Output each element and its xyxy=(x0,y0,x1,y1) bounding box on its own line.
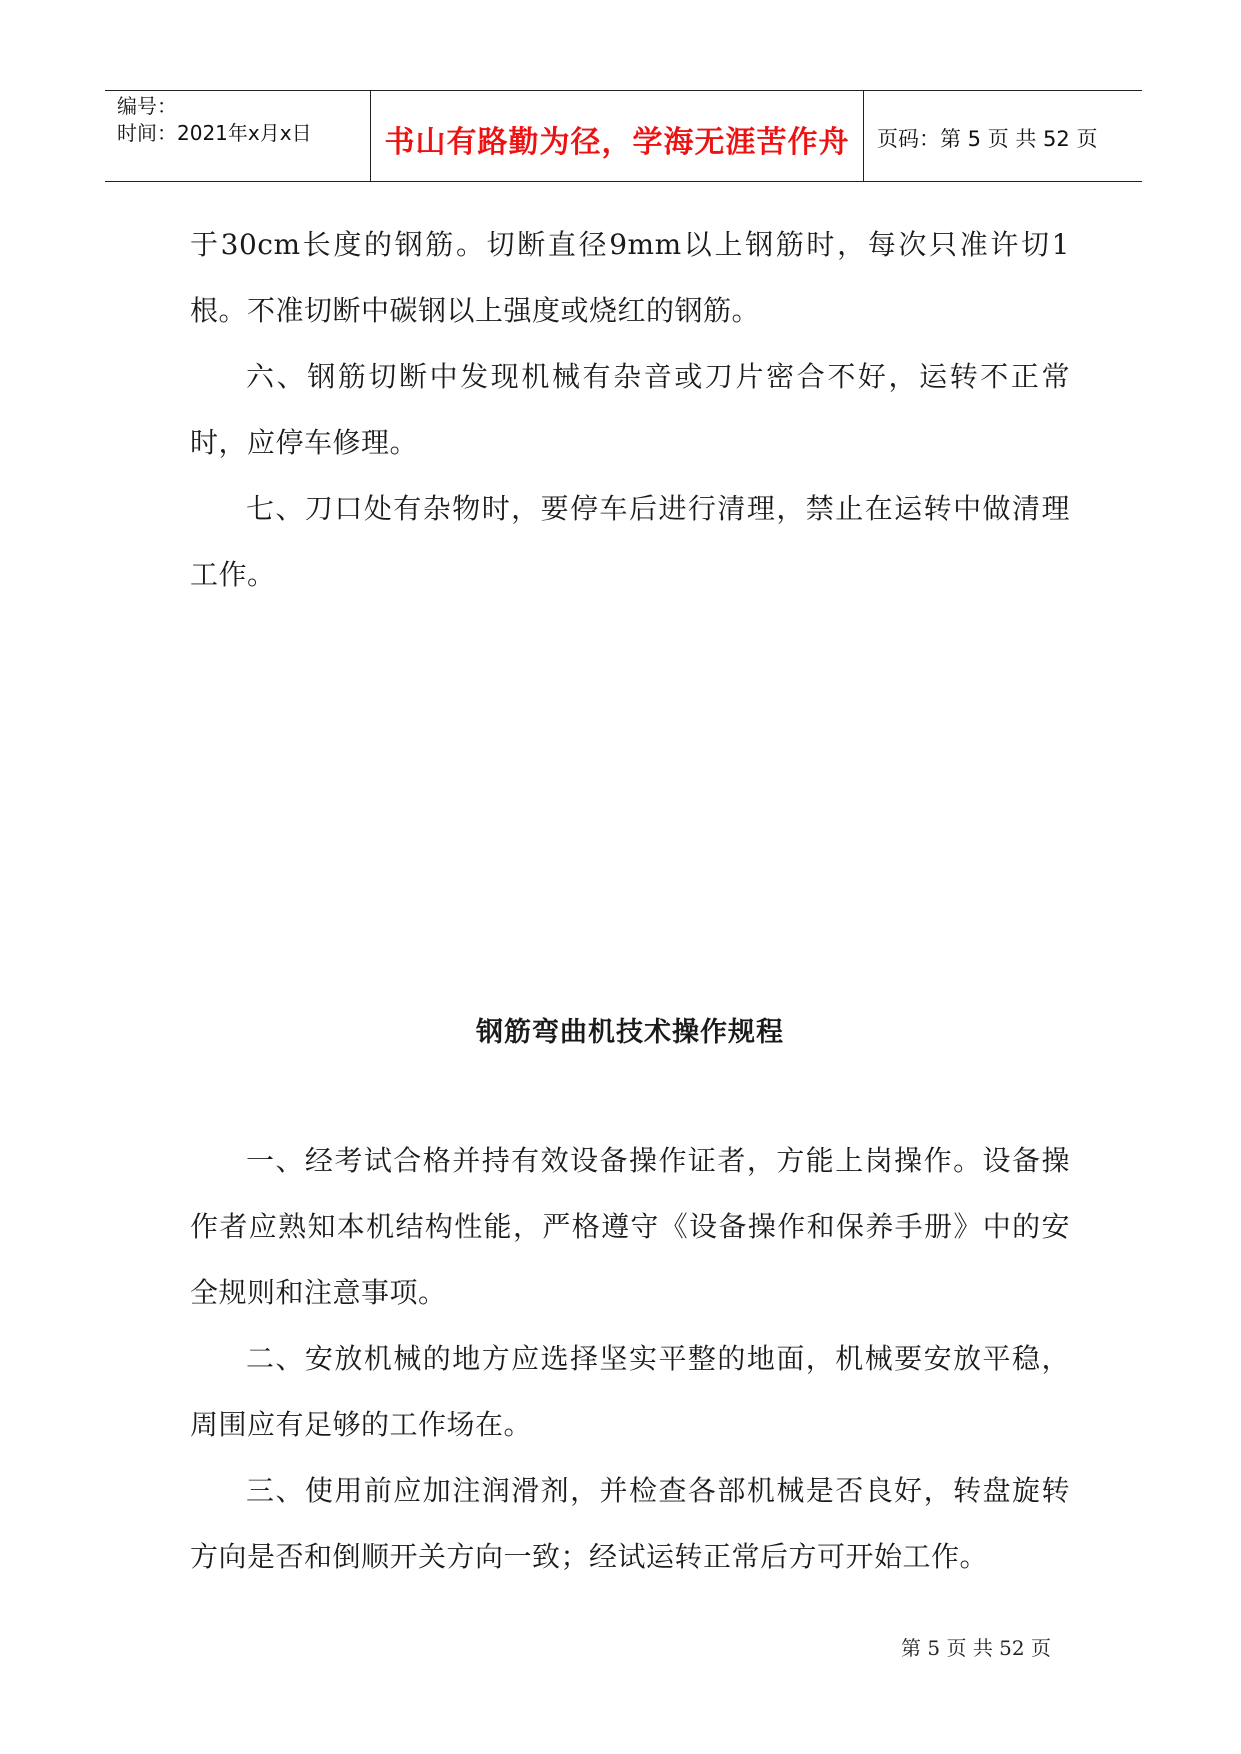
header-motto: 书山有路勤为径，学海无涯苦作舟 xyxy=(384,125,850,160)
paragraph-item-six: 六、钢筋切断中发现机械有杂音或刀片密合不好，运转不正常时，应停车修理。 xyxy=(190,360,1070,459)
paragraph-continuation: 于30cm长度的钢筋。切断直径9mm以上钢筋时，每次只准许切1根。不准切断中碳钢以上强度或烧红的钢筋。 xyxy=(190,228,1070,327)
header-divider-left xyxy=(370,91,371,181)
header-divider-right xyxy=(863,91,864,181)
header-page-label: 页码：第 5 页 共 52 页 xyxy=(877,127,1098,151)
section-title: 钢筋弯曲机技术操作规程 xyxy=(476,1017,784,1048)
document-number-label: 编号： xyxy=(117,94,177,118)
paragraph-item-two: 二、安放机械的地方应选择坚实平整的地面，机械要安放平稳，周围应有足够的工作场在。 xyxy=(190,1342,1070,1441)
paragraph-item-seven: 七、刀口处有杂物时，要停车后进行清理，禁止在运转中做清理工作。 xyxy=(190,492,1070,591)
document-header xyxy=(105,90,1142,182)
paragraph-item-one: 一、经考试合格并持有效设备操作证者，方能上岗操作。设备操作者应熟知本机结构性能，严格遵守《设备操作和保养手册》中的安全规则和注意事项。 xyxy=(190,1144,1070,1309)
body-text-bottom xyxy=(190,1128,1070,1590)
header-info xyxy=(117,93,367,147)
paragraph-item-three: 三、使用前应加注润滑剂，并检查各部机械是否良好，转盘旋转方向是否和倒顺开关方向一致；经试运转正常后方可开始工作。 xyxy=(190,1474,1070,1573)
document-time-label: 时间：2021年x月x日 xyxy=(117,121,312,145)
page-footer: 第 5 页 共 52 页 xyxy=(901,1636,1051,1660)
body-text-top xyxy=(190,212,1070,608)
